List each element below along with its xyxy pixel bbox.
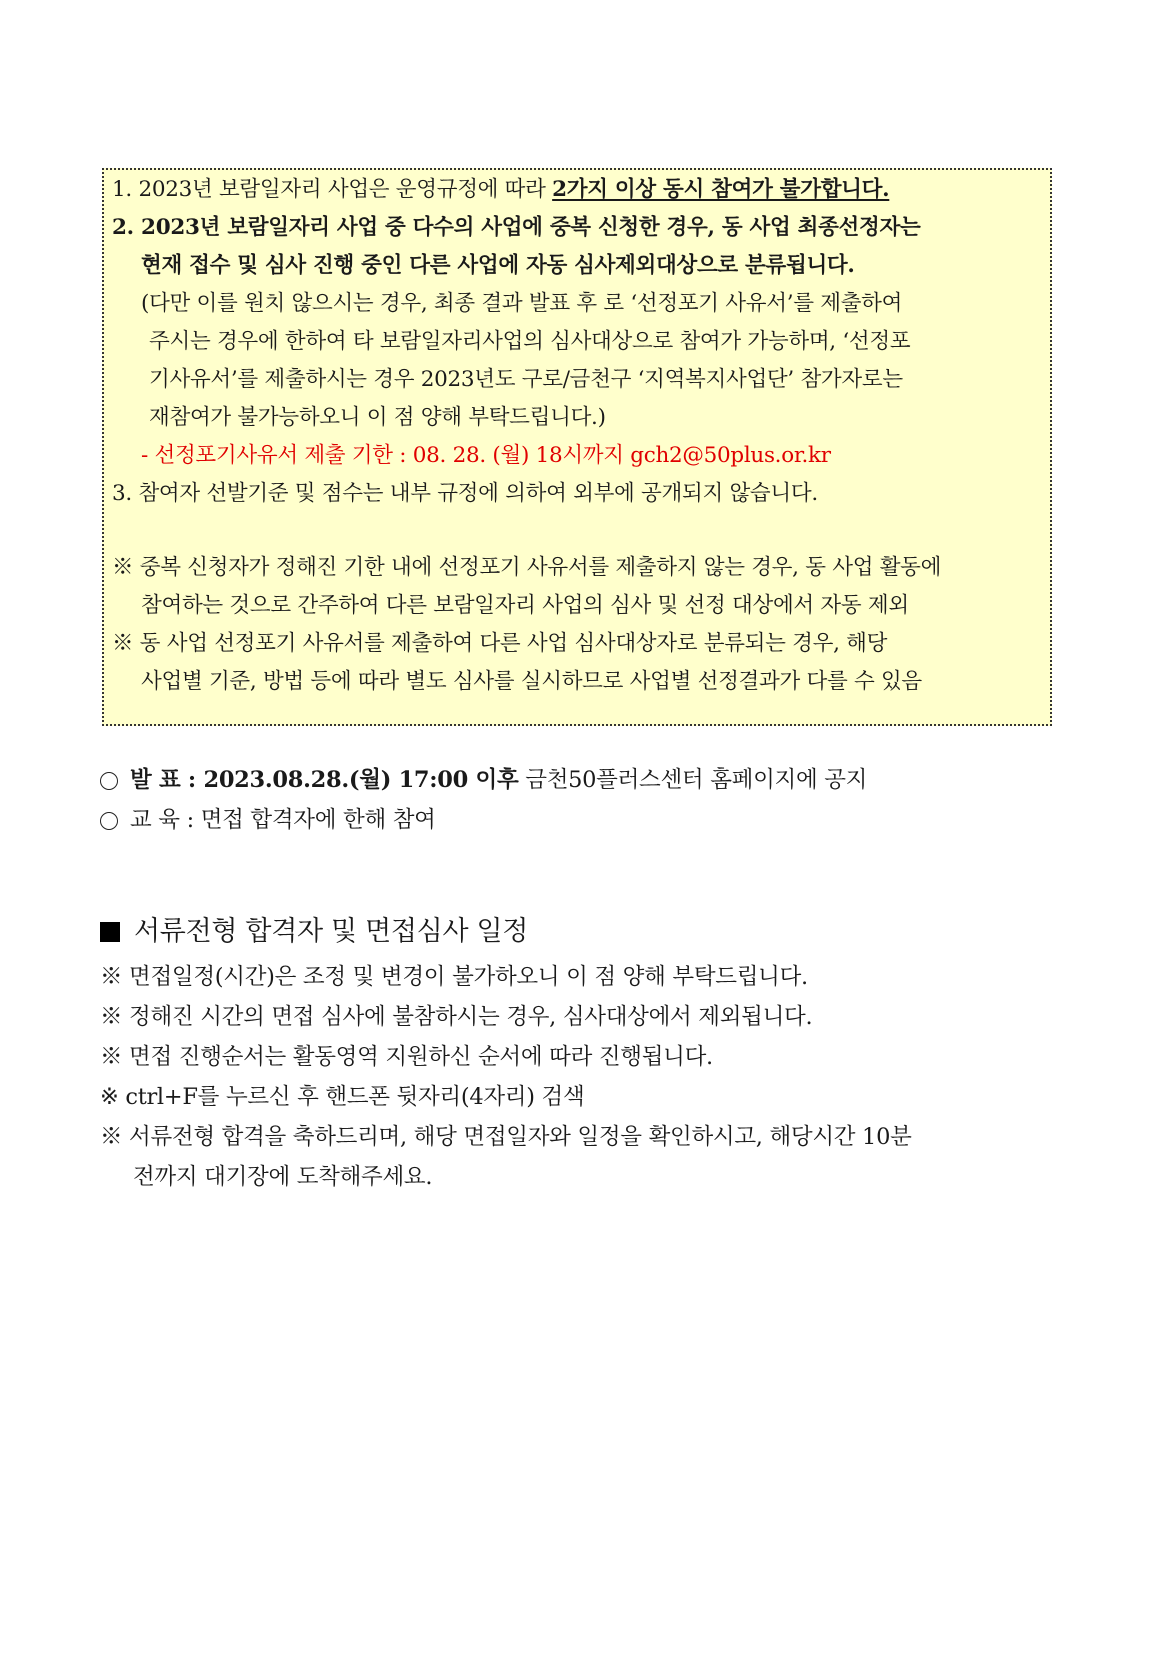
interview-note: ※ 면접 진행순서는 활동영역 지원하신 순서에 따라 진행됩니다. [100,1044,713,1070]
note-2-line2: 사업별 기준, 방법 등에 따라 별도 심사를 실시하므로 사업별 선정결과가 다를 수 있음 [141,669,922,694]
paren-note-line4: 재참여가 불가능하오니 이 점 양해 부탁드립니다.) [149,405,606,430]
announcement-line [100,765,867,795]
paren-note-line3: 기사유서’를 제출하시는 경우 2023년도 구로/금천구 ‘지역복지사업단’ 참가자로는 [149,367,903,392]
note-2-line1: ※ 동 사업 선정포기 사유서를 제출하여 다른 사업 심사대상자로 분류되는 경우, 해당 [112,631,888,656]
notice-item-2-line1: 2. 2023년 보람일자리 사업 중 다수의 사업에 중복 신청한 경우, 동 사업 최종선정자는 [112,215,921,240]
note-1-line2: 참여하는 것으로 간주하여 다른 보람일자리 사업의 심사 및 선정 대상에서 자동 제외 [141,593,909,618]
notice-item-1-emphasis: 2가지 이상 동시 참여가 불가합니다. [552,177,890,202]
circle-bullet-icon [100,772,118,790]
education-line [100,805,436,835]
interview-note: ※ 정해진 시간의 면접 심사에 불참하시는 경우, 심사대상에서 제외됩니다. [100,1004,813,1030]
interview-note-continuation: 전까지 대기장에 도착해주세요. [133,1164,433,1190]
circle-bullet-icon [100,812,118,830]
education-text: 교 육 : 면접 합격자에 한해 참여 [130,807,436,833]
note-1-line1: ※ 중복 신청자가 정해진 기한 내에 선정포기 사유서를 제출하지 않는 경우, 동 사업 활동에 [112,555,942,580]
announcement-label: 발 표 : 2023.08.28.(월) 17:00 이후 [130,767,519,793]
interview-note: ※ 서류전형 합격을 축하드리며, 해당 면접일자와 일정을 확인하시고, 해당시간 10분 [100,1124,912,1150]
interview-section-heading [100,917,528,947]
notice-item-2-line2: 현재 접수 및 심사 진행 중인 다른 사업에 자동 심사제외대상으로 분류됩니다. [141,253,855,278]
interview-note: ※ 면접일정(시간)은 조정 및 변경이 불가하오니 이 점 양해 부탁드립니다. [100,964,808,990]
black-square-bullet-icon [100,922,120,942]
interview-note: ※ ctrl+F를 누르신 후 핸드폰 뒷자리(4자리) 검색 [100,1084,585,1110]
paren-note-line2: 주시는 경우에 한하여 타 보람일자리사업의 심사대상으로 참여가 가능하며, ‘선정포 [149,329,911,354]
paren-note-line1: (다만 이를 원치 않으시는 경우, 최종 결과 발표 후 로 ‘선정포기 사유서’를 제출하여 [141,291,903,316]
deadline-notice: - 선정포기사유서 제출 기한 : 08. 28. (월) 18시까지 gch2@50plus.or.kr [141,443,831,468]
notice-item-1-text: 1. 2023년 보람일자리 사업은 운영규정에 따라 [112,177,553,202]
announcement-text: 금천50플러스센터 홈페이지에 공지 [518,767,868,793]
notice-item-1 [112,175,889,205]
section-title: 서류전형 합격자 및 면접심사 일정 [134,916,529,947]
notice-item-3: 3. 참여자 선발기준 및 점수는 내부 규정에 의하여 외부에 공개되지 않습니다. [112,481,818,506]
